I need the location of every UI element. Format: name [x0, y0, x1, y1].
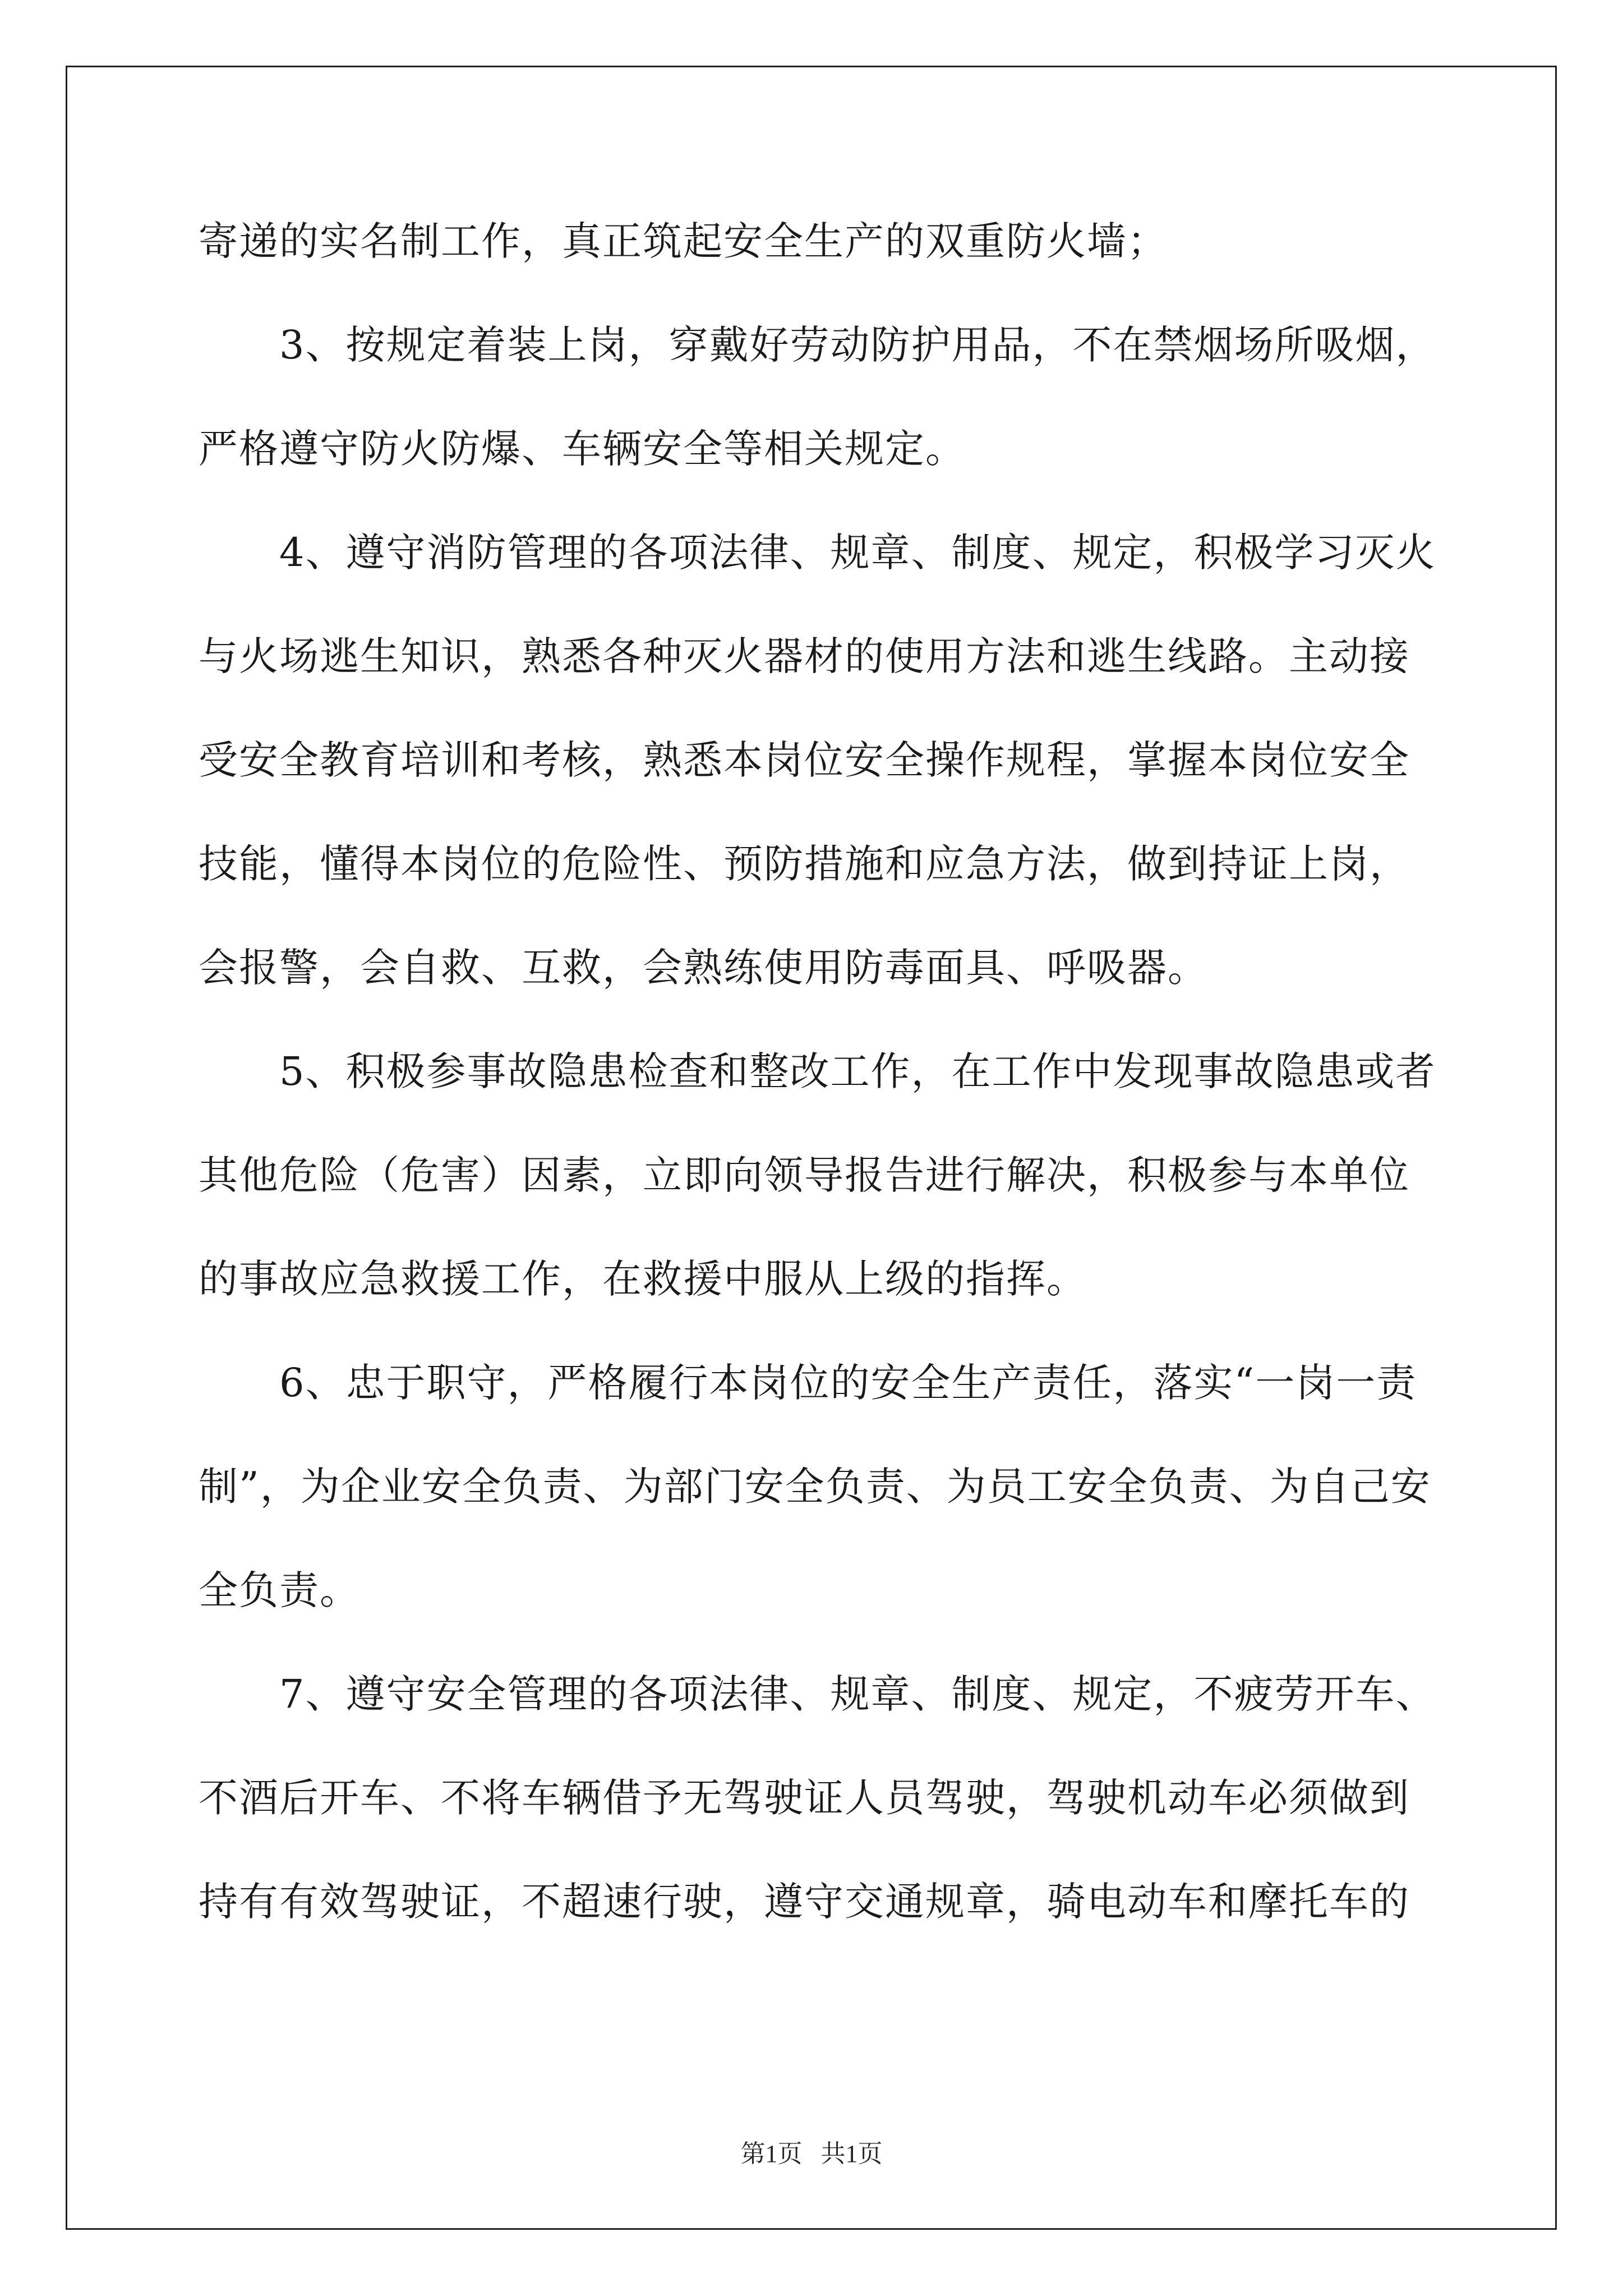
- text-line: 6、忠于职守，严格履行本岗位的安全生产责任，落实“一岗一责: [199, 1360, 1417, 1406]
- text-line: 4、遵守消防管理的各项法律、规章、制度、规定，积极学习灭火: [199, 530, 1436, 576]
- text-line: 受安全教育培训和考核，熟悉本岗位安全操作规程，掌握本岗位安全: [199, 737, 1410, 783]
- text-line: 其他危险（危害）因素，立即向领导报告进行解决，积极参与本单位: [199, 1152, 1410, 1198]
- text-line: 制”，为企业安全负责、为部门安全负责、为员工安全负责、为自己安: [199, 1464, 1431, 1510]
- text-line: 5、积极参事故隐患检查和整改工作，在工作中发现事故隐患或者: [199, 1048, 1436, 1094]
- text-line: 技能，懂得本岗位的危险性、预防措施和应急方法，做到持证上岗，: [199, 841, 1410, 887]
- text-line: 严格遵守防火防爆、车辆安全等相关规定。: [199, 426, 966, 472]
- text-line: 持有有效驾驶证，不超速行驶，遵守交通规章，骑电动车和摩托车的: [199, 1879, 1410, 1925]
- text-line: 不酒后开车、不将车辆借予无驾驶证人员驾驶，驾驶机动车必须做到: [199, 1775, 1410, 1821]
- text-line: 会报警，会自救、互救，会熟练使用防毒面具、呼吸器。: [199, 945, 1208, 991]
- page-footer: 第1页 共1页: [740, 2140, 883, 2168]
- text-line: 寄递的实名制工作，真正筑起安全生产的双重防火墙；: [199, 218, 1168, 264]
- text-line: 7、遵守安全管理的各项法律、规章、制度、规定，不疲劳开车、: [199, 1671, 1436, 1717]
- text-line: 的事故应急救援工作，在救援中服从上级的指挥。: [199, 1256, 1087, 1302]
- text-line: 3、按规定着装上岗，穿戴好劳动防护用品，不在禁烟场所吸烟，: [199, 322, 1436, 368]
- document-body: [199, 216, 1436, 1980]
- text-line: 全负责。: [199, 1567, 360, 1613]
- text-line: 与火场逃生知识，熟悉各种灭火器材的使用方法和逃生线路。主动接: [199, 633, 1410, 679]
